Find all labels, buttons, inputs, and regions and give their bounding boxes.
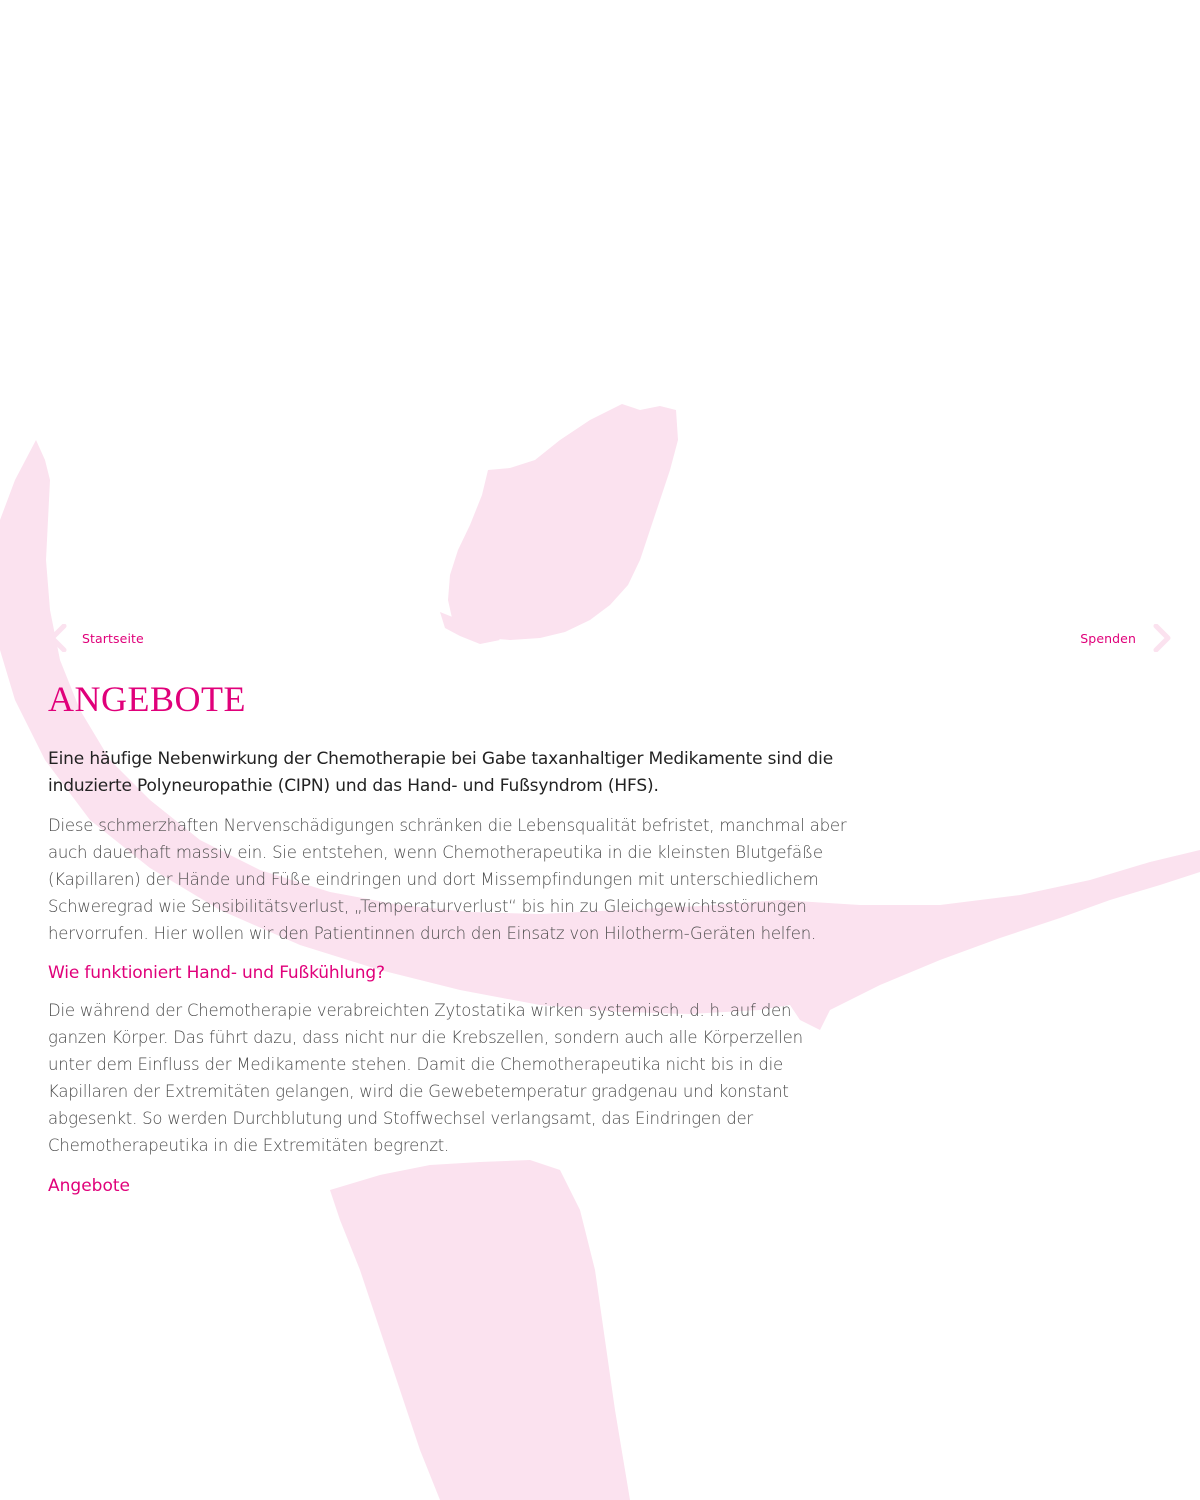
lead-paragraph: Eine häufige Nebenwirkung der Chemotherapie bei Gabe taxanhaltiger Medikamente sind die induzierte Polyneuropathie (CIPN) und das Hand- und Fußsyndrom (HFS).	[48, 749, 834, 796]
article-body	[48, 746, 848, 1196]
nav-next-link[interactable]	[1080, 624, 1172, 652]
nav-next-label: Spenden	[1080, 630, 1136, 646]
nav-previous-link[interactable]	[48, 624, 144, 652]
body-paragraph-2: Die während der Chemotherapie verabreichten Zytostatika wirken systemisch, d. h. auf den ganzen Körper. Das führt dazu, dass nicht nur die Krebszellen, sondern auch alle Körperzellen unter dem Einfluss der Medikamente stehen. Damit die Chemotherapeutika nicht bis in die Kapillaren der Extremitäten gelangen, wird die Gewebetemperatur gradgenau und konstant abgesenkt. So werden Durchblutung und Stoffwechsel verlangsamt, das Eindringen der Chemotherapeutika in die Extremitäten begrenzt.	[48, 1001, 803, 1155]
angebote-link[interactable]: Angebote	[48, 1176, 130, 1196]
page-title: ANGEBOTE	[48, 679, 246, 719]
chevron-left-icon	[48, 624, 68, 652]
body-paragraph-1: Diese schmerzhaften Nervenschädigungen schränken die Lebensqualität befristet, manchmal aber auch dauerhaft massiv ein. Sie entstehen, wenn Chemotherapeutika in die kleinsten Blutgefäße (Kapillaren) der Hände und Füße eindringen und dort Missempfindungen mit unterschiedlichem Schweregrad wie Sensibilitätsverlust, „Temperaturverlust“ bis hin zu Gleichgewichtsstörungen hervorrufen. Hier wollen wir den Patientinnen durch den Einsatz von Hilotherm-Geräten helfen.	[48, 816, 847, 943]
section-heading: Wie funktioniert Hand- und Fußkühlung?	[48, 963, 385, 983]
nav-previous-label: Startseite	[82, 630, 144, 646]
chevron-right-icon	[1152, 624, 1172, 652]
